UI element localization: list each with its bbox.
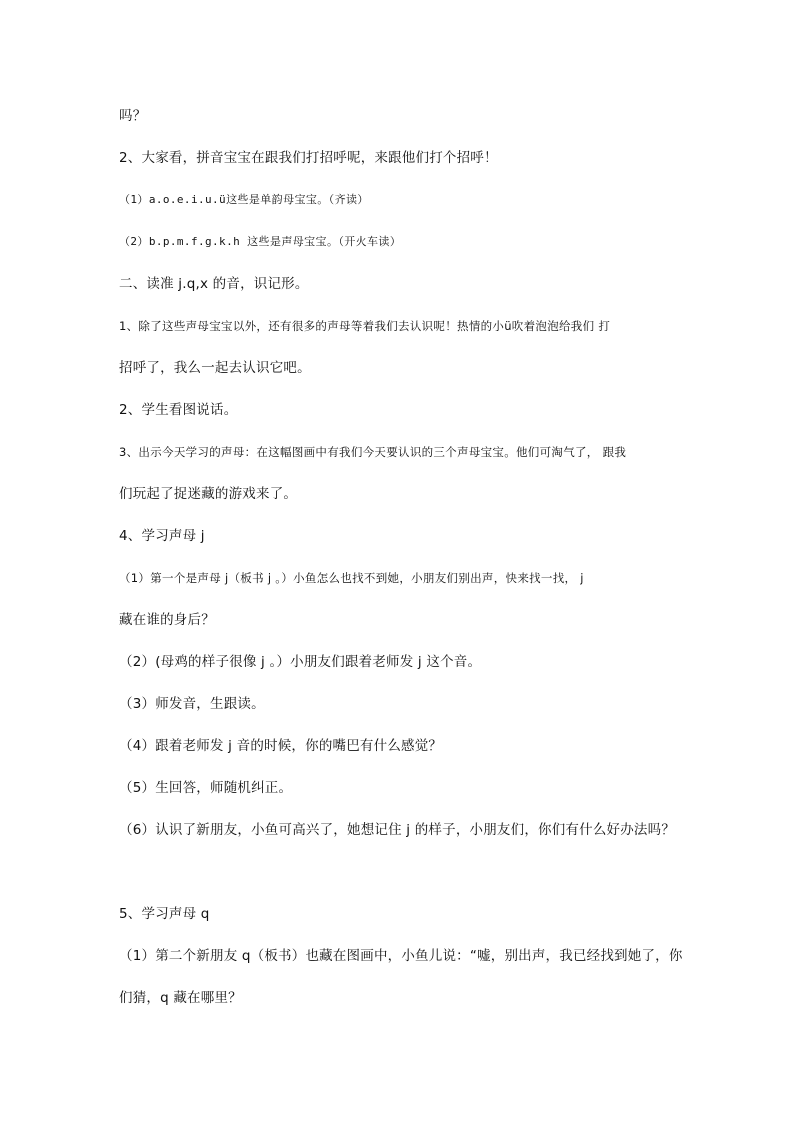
text-line: 3、出示今天学习的声母：在这幅图画中有我们今天要认识的三个声母宝宝。他们可淘气了， 跟我: [119, 445, 627, 459]
text-line: （4）跟着老师发 j 音的时候，你的嘴巴有什么感觉？: [119, 738, 443, 754]
text-line: （2）b.p.m.f.g.k.h 这些是声母宝宝。（开火车读）: [119, 235, 402, 248]
text-line: 招呼了，我么一起去认识它吧。: [119, 360, 311, 376]
text-line: 们猜，q 藏在哪里？: [119, 990, 242, 1006]
text-line: （6）认识了新朋友，小鱼可高兴了，她想记住 j 的样子，小朋友们，你们有什么好办法吗？: [119, 822, 676, 838]
text-line: 2、学生看图说话。: [119, 402, 238, 418]
text-line: 藏在谁的身后？: [119, 612, 215, 628]
text-line: 2、大家看，拼音宝宝在跟我们打招呼呢，来跟他们打个招呼！: [119, 150, 498, 166]
text-line: （5）生回答，师随机纠正。: [119, 780, 293, 796]
text-line: （3）师发音，生跟读。: [119, 696, 265, 712]
text-line: 吗？: [119, 108, 147, 124]
text-line: （1）第一个是声母 j（板书 j 。）小鱼怎么也找不到她，小朋友们别出声，快来找一找， j: [119, 571, 584, 585]
text-line: （2）(母鸡的样子很像 j 。）小朋友们跟着老师发 j 这个音。: [119, 654, 482, 670]
text-line: （1）第二个新朋友 q（板书）也藏在图画中，小鱼儿说：“嘘，别出声，我已经找到她了，你: [119, 948, 683, 964]
text-line: 5、学习声母 q: [119, 906, 210, 922]
text-line: 1、除了这些声母宝宝以外，还有很多的声母等着我们去认识呢！热情的小ü吹着泡泡给我们 打: [119, 319, 611, 333]
section-heading: 二、读准 j.q,x 的音，识记形。: [119, 276, 309, 292]
text-line: （1）a.o.e.i.u.ü这些是单韵母宝宝。（齐读）: [119, 193, 369, 206]
text-line: 们玩起了捉迷藏的游戏来了。: [119, 486, 298, 502]
text-line: 4、学习声母 j: [119, 528, 205, 544]
